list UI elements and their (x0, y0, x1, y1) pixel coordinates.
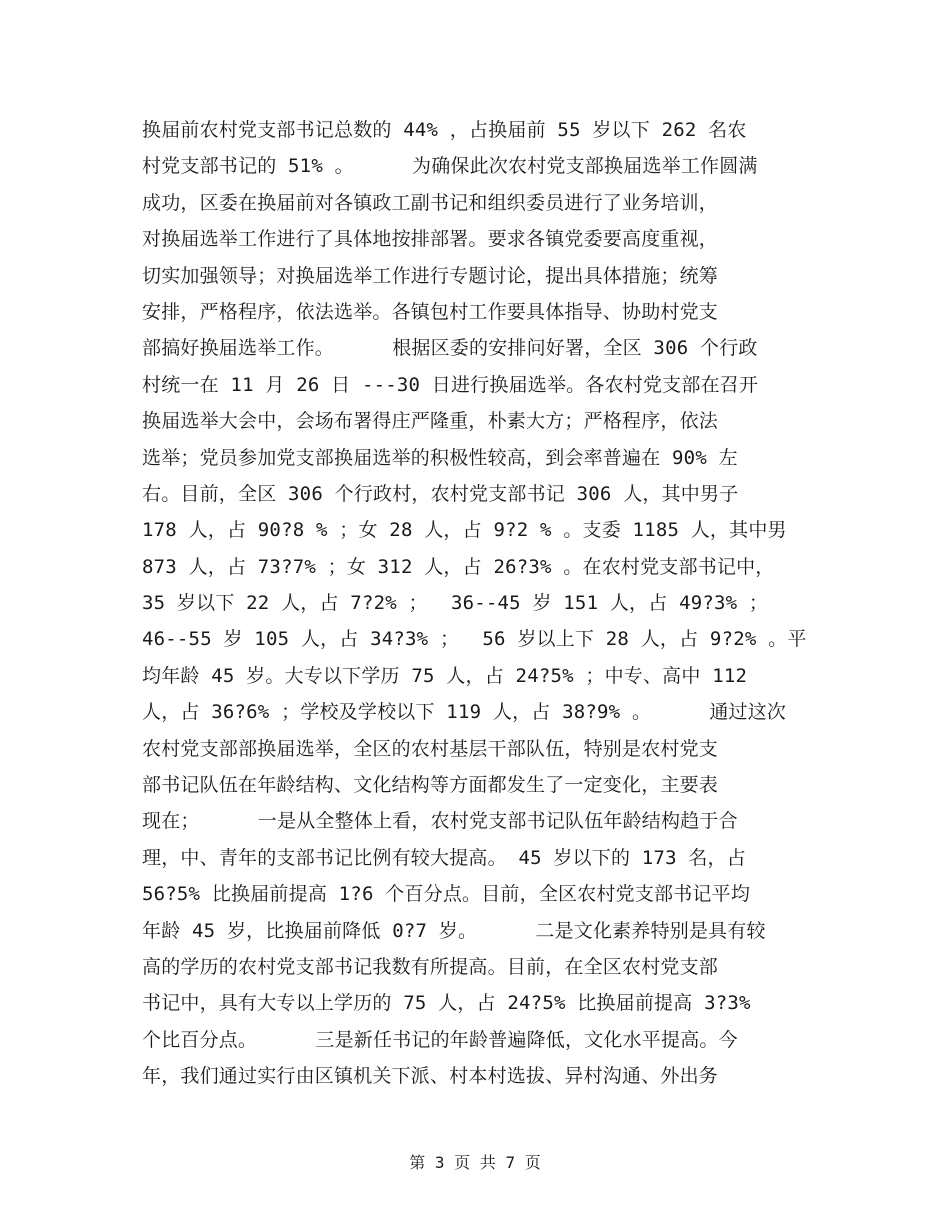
text-line: 现在； 一是从全整体上看，农村党支部书记队伍年龄结构趋于合 (142, 810, 738, 833)
text-line: 切实加强领导；对换届选举工作进行专题讨论，提出具体措施；统筹 (142, 264, 719, 287)
text-line: 农村党支部部换届选举，全区的农村基层干部队伍，特别是农村党支 (142, 737, 719, 760)
text-line: 右。目前，全区 306 个行政村，农村党支部书记 306 人，其中男子 (142, 482, 739, 505)
text-line: 选举；党员参加党支部换届选举的积极性较高，到会率普遍在 90% 左 (142, 446, 738, 469)
text-line: 安排，严格程序，依法选举。各镇包村工作要具体指导、协助村党支 (142, 300, 719, 323)
page-number: 第 3 页 共 7 页 (409, 1153, 541, 1172)
text-line: 换届前农村党支部书记总数的 44% ，占换届前 55 岁以下 262 名农 (142, 119, 747, 141)
text-line: 46--55 岁 105 人，占 34?3% ； 56 岁以上下 28 人，占 9?2% 。平 (142, 628, 807, 651)
text-line: 35 岁以下 22 人，占 7?2% ； 36--45 岁 151 人，占 49?3% ； (142, 592, 769, 615)
text-line: 换届选举大会中，会场布署得庄严隆重，朴素大方；严格程序，依法 (142, 410, 719, 433)
text-line: 高的学历的农村党支部书记我数有所提高。目前，在全区农村党支部 (142, 955, 719, 978)
text-line: 873 人，占 73?7% ；女 312 人，占 26?3% 。在农村党支部书记中， (142, 555, 775, 578)
text-line: 56?5% 比换届前提高 1?6 个百分点。目前，全区农村党支部书记平均 (142, 883, 751, 906)
body-text (142, 112, 822, 1095)
text-line: 个比百分点。 三是新任书记的年龄普遍降低，文化水平提高。今 (142, 1028, 738, 1051)
text-line: 书记中，具有大专以上学历的 75 人，占 24?5% 比换届前提高 3?3% (142, 992, 751, 1015)
text-line: 成功，区委在换届前对各镇政工副书记和组织委员进行了业务培训， (142, 191, 719, 214)
text-line: 部搞好换届选举工作。 根据区委的安排问好署，全区 306 个行政 (142, 337, 758, 360)
text-line: 村党支部书记的 51% 。 为确保此次农村党支部换届选举工作圆满 (142, 155, 758, 178)
text-line: 年龄 45 岁，比换届前降低 0?7 岁。 二是文化素养特别是具有较 (142, 919, 766, 942)
text-line: 178 人，占 90?8 % ；女 28 人，占 9?2 % 。支委 1185 人，其中男 (142, 519, 787, 542)
text-line: 部书记队伍在年龄结构、文化结构等方面都发生了一定变化，主要表 (142, 774, 719, 797)
text-line: 年，我们通过实行由区镇机关下派、村本村选拔、异村沟通、外出务 (142, 1065, 719, 1088)
text-line: 人，占 36?6% ；学校及学校以下 119 人，占 38?9% 。 通过这次 (142, 701, 787, 724)
text-line: 对换届选举工作进行了具体地按排部署。要求各镇党委要高度重视， (142, 228, 719, 251)
text-line: 均年龄 45 岁。大专以下学历 75 人，占 24?5% ；中专、高中 112 (142, 664, 748, 687)
text-line: 村统一在 11 月 26 日 ---30 日进行换届选举。各农村党支部在召开 (142, 373, 759, 396)
text-line: 理，中、青年的支部书记比例有较大提高。 45 岁以下的 173 名，占 (142, 846, 746, 869)
